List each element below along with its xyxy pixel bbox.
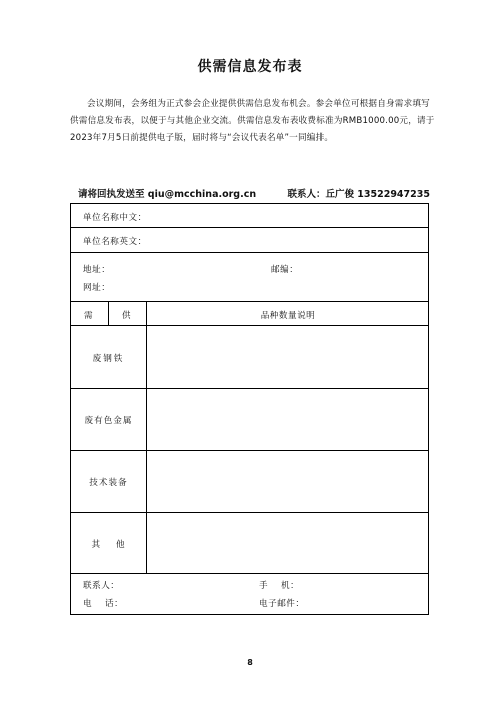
- page-title: 供需信息发布表: [197, 59, 303, 75]
- divider: [146, 451, 147, 512]
- label-supply: 供: [122, 311, 132, 321]
- supply-demand-form: [70, 203, 429, 615]
- category-row: [71, 451, 428, 513]
- label-demand: 需: [84, 311, 94, 321]
- category-row: [71, 513, 428, 574]
- category-label: 技术装备: [89, 478, 128, 488]
- label-address: 地址：: [83, 265, 111, 275]
- row-address: [71, 253, 428, 302]
- intro-text: 会议期间，会务组为正式参会企业提供供需信息发布机会。参会单位可根据自身需求填写供需信息发布表，以便于与其他企业交流。供需信息发布表收费标准为RMB1000.00元，请于2023年7月5日前提供电子版，届时将与“会议代表名单”一同编排。: [70, 99, 435, 143]
- row-contact: [71, 574, 428, 616]
- category-label: 其 他: [91, 540, 126, 550]
- label-website: 网址：: [83, 283, 111, 293]
- label-mobile: 手 机：: [259, 581, 300, 591]
- divider: [146, 326, 147, 388]
- contact-person-text: 联系人：丘广俊 13522947235: [287, 189, 430, 200]
- label-name-cn: 单位名称中文：: [83, 213, 147, 223]
- label-name-en: 单位名称英文：: [83, 237, 147, 247]
- category-row: [71, 326, 428, 389]
- label-description-header: 品种数量说明: [260, 311, 316, 321]
- label-phone: 电 话：: [83, 599, 124, 609]
- category-row: [71, 389, 428, 451]
- send-to-text: 请将回执发送至 qiu@mcchina.org.cn: [78, 189, 257, 200]
- page-number: 8: [247, 658, 253, 667]
- row-header: [71, 302, 428, 326]
- row-name-cn: [71, 204, 428, 228]
- divider: [146, 513, 147, 573]
- label-contact-person: 联系人：: [83, 581, 120, 591]
- intro-paragraph: [70, 96, 435, 147]
- row-name-en: [71, 228, 428, 253]
- divider: [108, 302, 109, 325]
- divider: [146, 389, 147, 450]
- label-email: 电子邮件：: [259, 599, 305, 609]
- category-label: 废钢铁: [92, 354, 125, 364]
- category-label: 废有色金属: [84, 416, 133, 426]
- label-postcode: 邮编：: [271, 265, 299, 275]
